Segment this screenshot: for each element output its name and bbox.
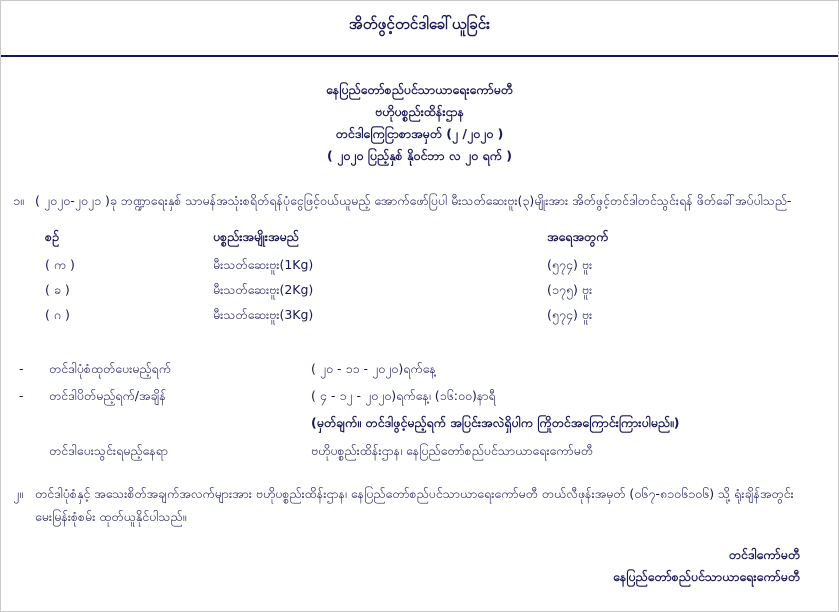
cell-no: ( ဂ ) [45, 306, 70, 322]
items-table [13, 226, 826, 329]
cell-name: မီးသတ်ဆေးဗူး(1Kg) [213, 256, 314, 272]
detail-dash: - [19, 388, 24, 403]
detail-label: တင်ဒါပိတ်မည့်ရက်/အချိန် [49, 388, 166, 403]
detail-value: ( ၂၀ - ၁၁ - ၂၀၂၀)ရက်နေ့ [311, 360, 436, 376]
detail-row-close-date [13, 382, 826, 409]
column-header-name: ပစ္စည်းအမျိုးအမည် [213, 228, 299, 244]
paragraph-1 [13, 189, 826, 212]
details-table [13, 355, 826, 465]
page-title: အိတ်ဖွင့်တင်ဒါခေါ်ယူခြင်း [348, 15, 491, 33]
paragraph-2-marker: ၂။ [13, 486, 23, 502]
detail-note-value: (မှတ်ချက်။ တင်ဒါဖွင့်မည့်ရက် အပြင်းအလဲရှိပါက ကြိုတင်အကြောင်းကြားပါမည်။) [311, 415, 680, 431]
cell-name: မီးသတ်ဆေးဗူး(2Kg) [213, 281, 314, 297]
signature-block [13, 544, 826, 587]
header-department: ဗဟိုပစ္စည်းထိန်းဌာန [374, 103, 465, 119]
document-header [1, 79, 838, 167]
signature-committee: တင်ဒါကော်မတီ [728, 547, 800, 563]
detail-value: ( ၄ - ၁၂ - ၂၀၂၀)ရက်နေ့၊ (၁၆:၀၀)နာရီ [311, 388, 496, 403]
cell-qty: (၅၇၄) ဗူး [547, 256, 593, 272]
detail-dash [13, 409, 49, 436]
table-row [13, 279, 826, 304]
table-row [13, 304, 826, 329]
header-organization: နေပြည်တော်စည်ပင်သာယာရေးကော်မတီ [326, 82, 513, 97]
column-header-qty: အရေအတွက် [547, 228, 609, 244]
cell-qty: (၁၇၅) ဗူး [547, 281, 593, 297]
detail-row-submission-place [13, 437, 826, 464]
detail-row-open-date [13, 355, 826, 382]
detail-dash [13, 437, 49, 464]
paragraph-1-marker: ၁။ [13, 192, 24, 208]
paragraph-1-text: ( ၂၀၂၀-၂၀၂၁ )ခု ဘဏ္ဍာရေးနှစ် သာမန်အသုံးစရိတ်ရန်ပုံငွေဖြင့်ဝယ်ယူမည့် အောက်ဖော်ပြပါ မီးသတ်ဆေးဗူး(၃)မျိုးအား အိတ်ဖွင့်တင်ဒါတင်သွင်းရန် ဖိတ်ခေါ်အပ်ပါသည်- [35, 192, 792, 208]
detail-row-note [13, 409, 826, 436]
document-body [1, 189, 838, 587]
detail-dash: - [19, 360, 24, 376]
detail-label: တင်ဒါပေးသွင်းရမည့်နေရာ [49, 442, 169, 458]
header-announcement-number: တင်ဒါကြေငြာစာအမှတ် (၂ /၂၀၂၀ ) [335, 125, 504, 141]
detail-label: တင်ဒါပုံစံထုတ်ပေးမည့်ရက် [49, 360, 171, 376]
header-date: ( ၂၀၂၀ ပြည့်နှစ် နိုဝင်ဘာ လ ၂၀ ရက် ) [327, 147, 512, 163]
paragraph-2 [13, 482, 826, 528]
title-divider [1, 55, 838, 57]
cell-qty: (၅၇၄) ဗူး [547, 306, 593, 322]
signature-organization: နေပြည်တော်စည်ပင်သာယာရေးကော်မတီ [613, 568, 800, 584]
paragraph-2-text: တင်ဒါပုံစံနှင့် အသေးစိတ်အချက်အလက်များအား ဗဟိုပစ္စည်းထိန်းဌာန၊ နေပြည်တော်စည်ပင်သာယာရေးကော်မတီ တယ်လီဖုန်းအမှတ် (၀၆၇-၈၁၀၆၁၀၆) သို့ ရုံးချိန်အတွင်း မေးမြန်းစုံစမ်း ထုတ်ယူနိုင်ပါသည်။ [35, 486, 794, 525]
cell-no: ( က ) [45, 256, 75, 272]
table-row [13, 254, 826, 279]
cell-no: ( ခ ) [45, 281, 70, 297]
cell-name: မီးသတ်ဆေးဗူး(3Kg) [213, 306, 314, 322]
detail-label [49, 409, 311, 436]
detail-value: ဗဟိုပစ္စည်းထိန်းဌာန၊ နေပြည်တော်စည်ပင်သာယာရေးကော်မတီ [311, 442, 593, 458]
column-header-no: စဉ် [45, 228, 59, 244]
table-header-row [13, 226, 826, 254]
